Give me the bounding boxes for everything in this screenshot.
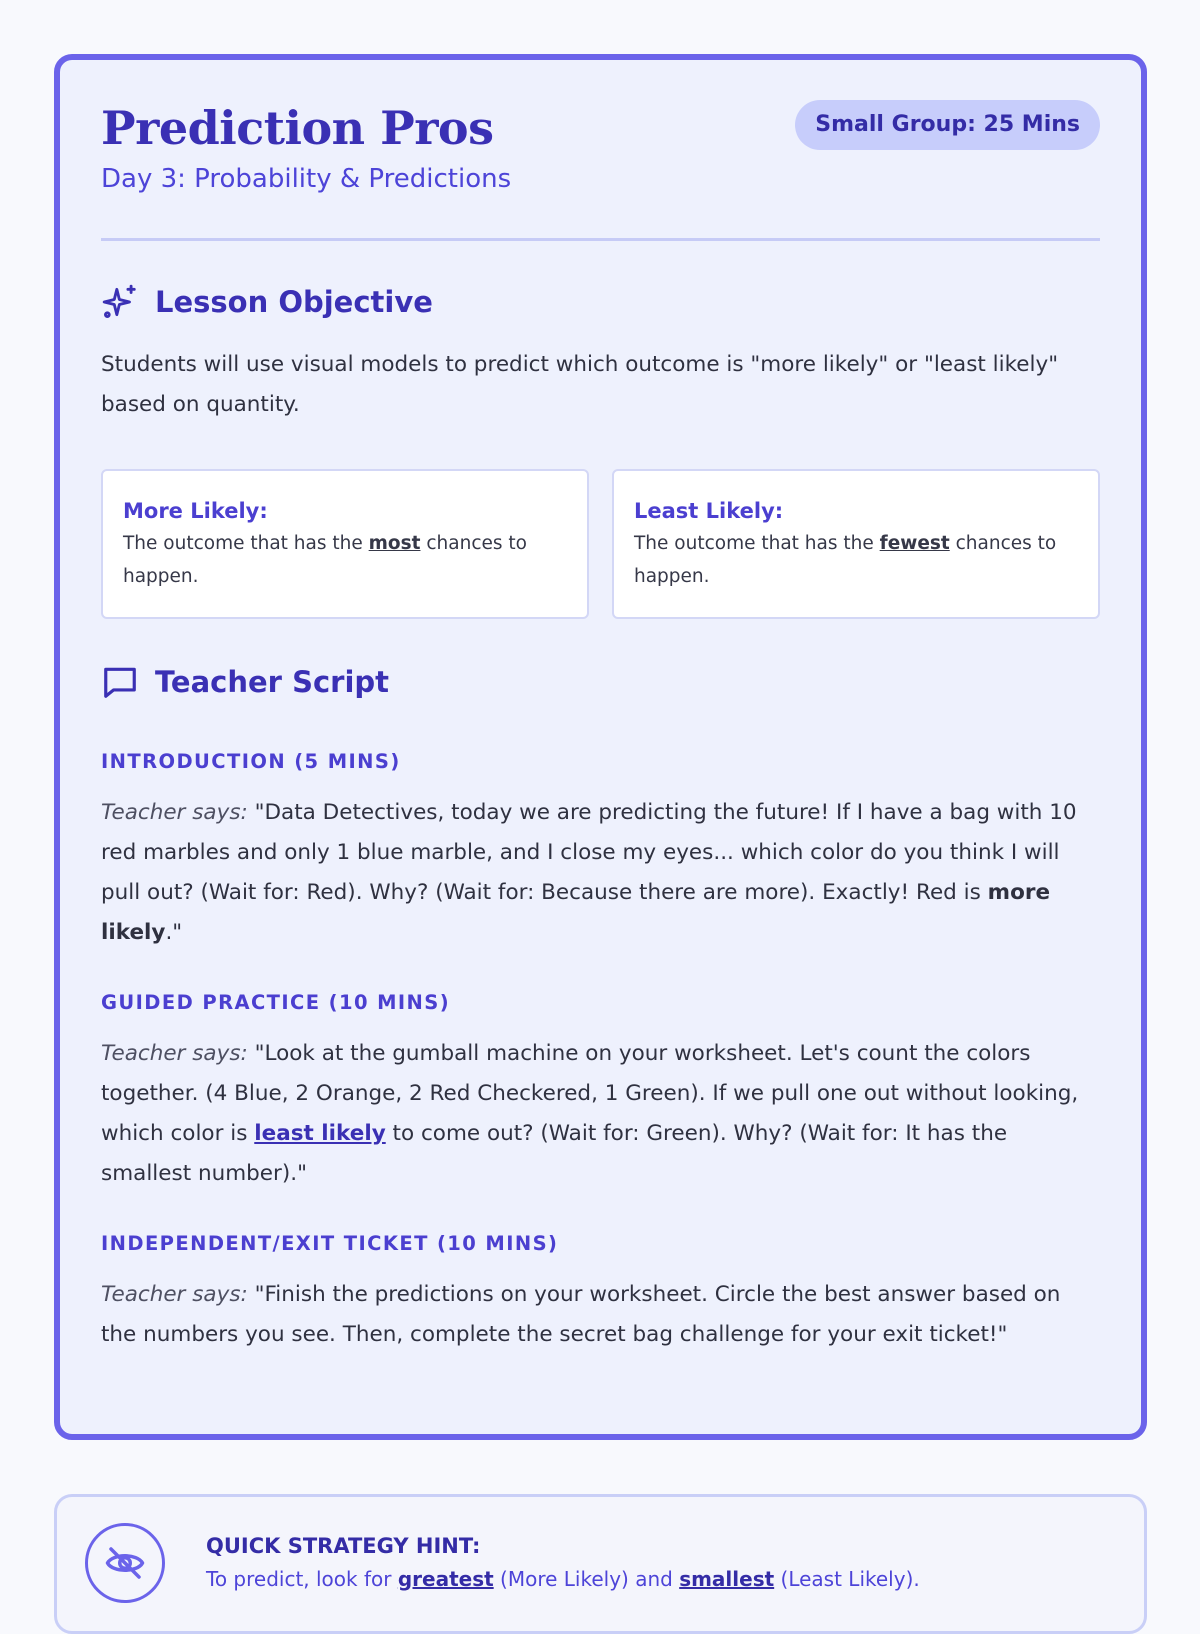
objective-text: Students will use visual models to predict which outcome is "more likely" or "least likely" based on quantity. [101, 352, 1059, 417]
definition-text: The outcome that has the most chances to happen. [123, 533, 527, 587]
definition-term: Least Likely: [634, 499, 784, 523]
header-divider [101, 238, 1100, 241]
speech-bubble-icon [101, 663, 139, 701]
lesson-header [101, 100, 1100, 220]
script-exit-ticket: Teacher says: "Finish the predictions on your worksheet. Circle the best answer based on the numbers you see. Then, complete the secret bag challenge for your exit ticket!" [101, 1282, 1061, 1347]
emphasis-more-likely: more likely [101, 880, 1051, 945]
definition-cards [101, 469, 1100, 619]
phase-label-guided-practice: GUIDED PRACTICE (10 MINS) [101, 991, 451, 1014]
definition-least-likely [612, 469, 1100, 619]
script-guided-practice: Teacher says: "Look at the gumball machine on your worksheet. Let's count the colors together. (4 Blue, 2 Orange, 2 Red Checkered, 1 Green). If we pull one out without looking, which color is least likely to come out? (Wait for: Green). Why? (Wait for: It has the smallest number)." [101, 1041, 1079, 1186]
hint-title: QUICK STRATEGY HINT: [206, 1534, 481, 1558]
teacher-says-label: Teacher says: [101, 1282, 248, 1307]
hint-key-smallest: smallest [679, 1567, 775, 1591]
definition-key-word: most [368, 533, 421, 554]
strategy-hint-card [54, 1494, 1147, 1634]
script-heading: Teacher Script [155, 665, 390, 699]
duration-badge: Small Group: 25 Mins [795, 100, 1100, 150]
lesson-subtitle: Day 3: Probability & Predictions [101, 164, 512, 194]
definition-key-word: fewest [879, 533, 950, 554]
objective-heading: Lesson Objective [155, 285, 433, 319]
hint-key-greatest: greatest [397, 1567, 494, 1591]
sparkles-icon [101, 283, 139, 321]
phase-label-introduction: INTRODUCTION (5 MINS) [101, 750, 401, 773]
hint-icon-circle [85, 1523, 165, 1603]
teacher-says-label: Teacher says: [101, 800, 248, 825]
page-title: Prediction Pros [101, 101, 494, 155]
eye-off-icon [104, 1542, 146, 1584]
definition-text: The outcome that has the fewest chances to happen. [634, 533, 1057, 587]
phase-label-exit-ticket: INDEPENDENT/EXIT TICKET (10 MINS) [101, 1232, 559, 1255]
lesson-card [54, 54, 1147, 1440]
emphasis-least-likely: least likely [254, 1121, 386, 1146]
objective-heading-row [101, 283, 1100, 321]
teacher-says-label: Teacher says: [101, 1041, 248, 1066]
script-heading-row [101, 663, 1100, 701]
script-introduction: Teacher says: "Data Detectives, today we are predicting the future! If I have a bag with 10 red marbles and only 1 blue marble, and I close my eyes... which color do you think I will pull out? (Wait for: Red). Why? (Wait for: Because there are more). Exactly! Red is more likely." [101, 800, 1077, 945]
definition-term: More Likely: [123, 499, 268, 523]
hint-text: To predict, look for greatest (More Likely) and smallest (Least Likely). [206, 1567, 920, 1591]
definition-more-likely [101, 469, 589, 619]
